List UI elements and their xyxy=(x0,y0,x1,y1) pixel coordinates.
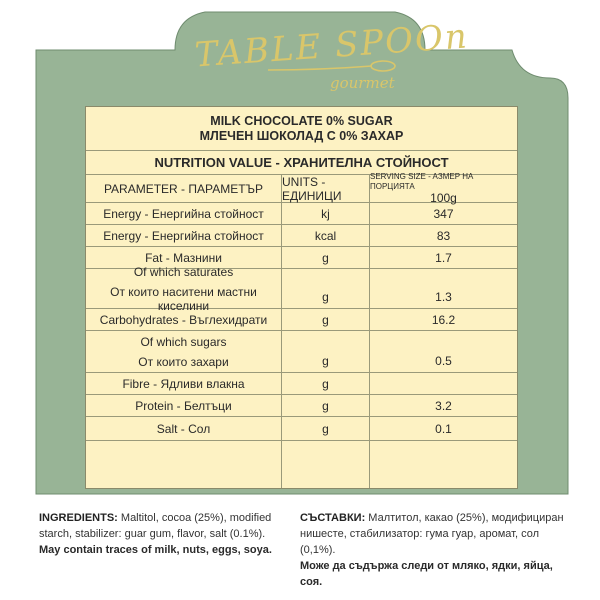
table-row xyxy=(86,225,517,247)
nutrition-table xyxy=(85,106,518,489)
header-serving-value: 100g xyxy=(430,191,457,205)
row-unit: g xyxy=(282,373,370,394)
header-parameter: PARAMETER - ПАРАМЕТЪР xyxy=(86,175,282,202)
row-parameter xyxy=(86,331,282,372)
row-unit: kcal xyxy=(282,225,370,246)
table-empty-row xyxy=(86,441,517,488)
row-parameter: Fat - Мазнини xyxy=(86,247,282,268)
table-row xyxy=(86,264,517,313)
row-value: 0.1 xyxy=(435,421,452,436)
row-unit: g xyxy=(282,247,370,268)
spoon-bowl xyxy=(371,61,395,71)
row-parameter-bg: От които наситени мастни киселини xyxy=(110,284,257,313)
table-row xyxy=(86,203,517,225)
row-unit: g xyxy=(282,331,370,372)
ingredients-bg-text: Малтитол, какао (25%), модифициран нишесте, стабилизатор: гума гуар, аромат, сол (0,1%). xyxy=(300,512,564,556)
row-value: 347 xyxy=(433,206,454,221)
row-value: 1.7 xyxy=(435,250,452,265)
row-unit: g xyxy=(282,269,370,308)
table-row xyxy=(86,331,517,373)
row-parameter: Protein - Белтъци xyxy=(86,395,282,416)
ingredients-en-label: INGREDIENTS: xyxy=(39,512,118,524)
section-title: NUTRITION VALUE - ХРАНИТЕЛНА СТОЙНОСТ xyxy=(154,155,449,170)
product-title-row xyxy=(86,107,517,151)
product-title-en: MILK CHOCOLATE 0% SUGAR xyxy=(210,113,393,128)
header-serving-label: SERVING SIZE - AЗМЕР НА ПОРЦИЯТА xyxy=(370,172,474,191)
row-unit: kj xyxy=(282,203,370,224)
row-unit: g xyxy=(282,395,370,416)
product-title-bg: МЛЕЧЕН ШОКОЛАД С 0% ЗАХАР xyxy=(199,128,404,143)
header-units: UNITS - ЕДИНИЦИ xyxy=(282,175,370,202)
table-row xyxy=(86,395,517,417)
ingredients-en-text: Maltitol, cocoa (25%), modified starch, stabilizer: guar gum, flavor, salt (0.1%). xyxy=(39,512,272,540)
header-serving xyxy=(370,172,517,205)
ingredients-en-warning: May contain traces of milk, nuts, eggs, soya. xyxy=(39,544,272,556)
table-row xyxy=(86,417,517,441)
row-parameter-bg: От които захари xyxy=(138,354,229,369)
row-value xyxy=(370,373,517,394)
row-parameter-empty xyxy=(86,441,282,488)
brand-logo xyxy=(0,0,600,110)
row-parameter: Energy - Енергийна стойност xyxy=(86,225,282,246)
row-unit: g xyxy=(282,309,370,330)
row-parameter xyxy=(86,264,282,313)
row-value: 1.3 xyxy=(435,290,452,304)
row-parameter: Salt - Сол xyxy=(86,417,282,440)
table-header-row xyxy=(86,172,517,205)
row-unit: g xyxy=(282,417,370,440)
brand-name-sub: gourmet xyxy=(330,74,395,92)
ingredients-bg-warning: Може да съдържа следи от мляко, ядки, яйца, соя. xyxy=(300,560,553,588)
row-unit-empty xyxy=(282,441,370,488)
row-parameter: Fibre - Ядливи влакна xyxy=(86,373,282,394)
table-row xyxy=(86,309,517,331)
brand-name-main: TABLE SPOOn xyxy=(193,16,470,76)
row-value: 16.2 xyxy=(431,312,456,327)
row-parameter: Energy - Енергийна стойност xyxy=(86,203,282,224)
table-row xyxy=(86,373,517,395)
product-title xyxy=(86,107,517,150)
ingredients-bg xyxy=(300,510,565,590)
row-parameter-en: Of which sugars xyxy=(140,334,227,349)
row-parameter: Carbohydrates - Въглехидрати xyxy=(86,309,282,330)
row-value: 3.2 xyxy=(435,398,452,413)
row-value: 0.5 xyxy=(435,354,452,368)
row-value: 83 xyxy=(436,228,451,243)
row-parameter-en: Of which saturates xyxy=(133,264,234,279)
row-value-empty xyxy=(370,441,517,488)
ingredients-en xyxy=(39,510,275,558)
ingredients-bg-label: СЪСТАВКИ: xyxy=(300,512,366,524)
